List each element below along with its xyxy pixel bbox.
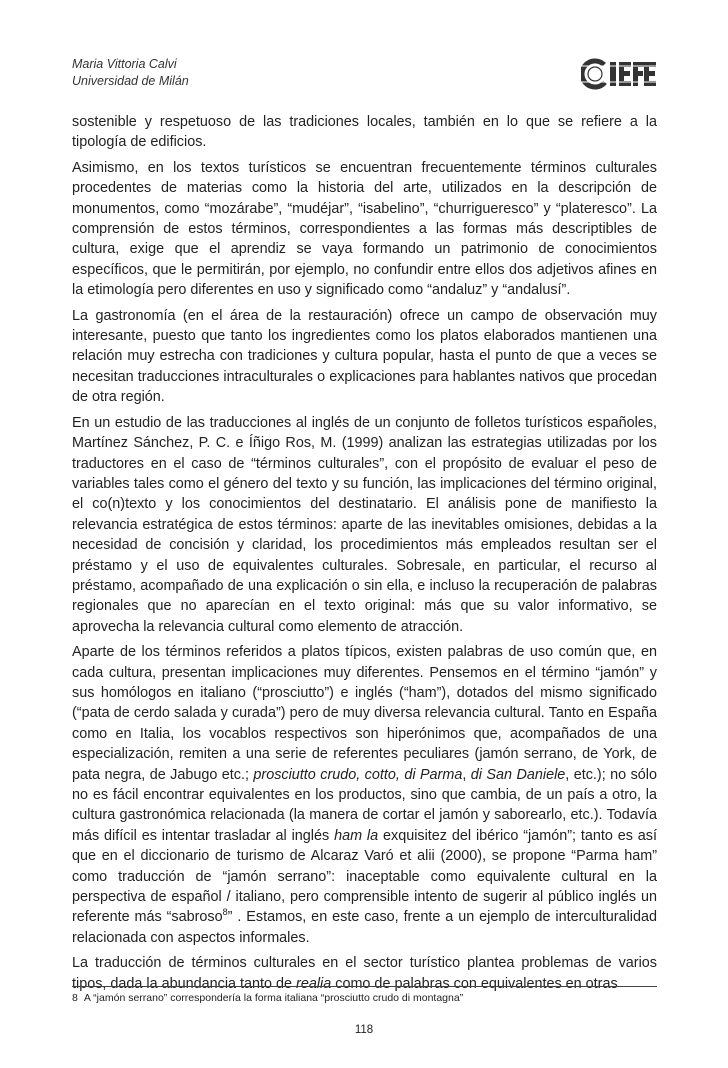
paragraph-6-part-b: como de palabras con equivalentes en otras (331, 975, 618, 992)
body-text (72, 112, 657, 999)
footnote (72, 991, 657, 1005)
paragraph-5-part-d: exquisitez del ibérico “jamón”; tanto es así que en el diccionario de turismo de Alcaraz Varó et alii (2000), se propone “Parma ham” como traducción de “jamón serrano”: inaceptable como equivalente cultural en la perspectiva de español / italiano, pero comprensible intento de sugerir al público inglés un referente más “sabroso (72, 827, 657, 926)
running-header (72, 56, 189, 90)
paragraph-2: Asimismo, en los textos turísticos se encuentran frecuentemente términos culturales procedentes de materias como la historia del arte, utilizados en la descripción de monumentos, como “mozárabe”, “mudéjar”, “isabelino”, “churrigueresco” y “plateresco”. La comprensión de estos términos, correspondientes a las formas más descriptibles de cultura, exige que el aprendiz se vaya formando un patrimonio de conocimientos específicos, que le permitirán, por ejemplo, no confundir entre ellos dos adjetivos afines en la etimología pero diferentes en uso y significado como “andaluz” y “andalusí”. (72, 159, 657, 299)
paragraph-3: La gastronomía (en el área de la restauración) ofrece un campo de observación muy interesante, puesto que tanto los ingredientes como los platos elaborados mantienen una relación muy estrecha con tradiciones y cultura popular, hasta el punto de que a veces se necesitan traducciones intraculturales o explicaciones para hablantes nativos que procedan de otra región. (72, 307, 657, 406)
paragraph-5-part-b: , (462, 766, 471, 783)
paragraph-6-part-a: La traducción de términos culturales en el sector turístico plantea problemas de varios tipos, dada la abundancia tanto de (72, 955, 657, 992)
paragraph-5-part-a: Aparte de los términos referidos a platos típicos, existen palabras de uso común que, en cada cultura, presentan implicaciones muy diferentes. Pensemos en el término “jamón” y sus homólogos en italiano (“prosciutto”) e inglés (“ham”), dotados del mismo significado (“pata de cerdo salada y curada”) pero de muy diversa relevancia cultural. Tanto en España como en Italia, los vocablos respectivos son hiperónimos que, acompañados de una especialización, remiten a una serie de referentes peculiares (jamón serrano, de York, de pata negra, de Jabugo etc.; (72, 644, 657, 783)
ciefe-logo (581, 56, 657, 92)
author-name: Maria Vittoria Calvi (72, 57, 177, 71)
paragraph-1: sostenible y respetuoso de las tradiciones locales, también en lo que se refiere a la tipología de edificios. (72, 114, 657, 151)
paragraph-5-italic-2: di San Daniele (470, 766, 566, 783)
paragraph-5-part-e: ” . Estamos, en este caso, frente a un ejemplo de interculturalidad relacionada con aspectos informales. (72, 909, 657, 946)
paragraph-5-italic-3: ham la (334, 827, 379, 844)
paragraph-5-part-c: , etc.); no sólo no es fácil encontrar equivalentes en los productos, sino que cambia, de un país a otro, la cultura gastronómica relacionada (la manera de cortar el jamón y saborearlo, etc.). Todavía más difícil es intentar trasladar al inglés (72, 766, 657, 844)
paragraph-5 (72, 642, 657, 948)
footnote-reference[interactable]: 8 (222, 907, 228, 918)
footnote-divider (72, 986, 657, 987)
paragraph-6-italic: realia (296, 975, 332, 992)
footnote-number: 8 (72, 992, 78, 1004)
author-affiliation: Universidad de Milán (72, 74, 189, 88)
page-number: 118 (354, 1024, 374, 1036)
paragraph-5-italic-1: prosciutto crudo, cotto, di Parma (253, 766, 463, 783)
footnote-text: A “jamón serrano” correspondería la forma italiana “prosciutto crudo di montagna” (83, 992, 464, 1004)
paragraph-6 (72, 953, 657, 994)
paragraph-4: En un estudio de las traducciones al inglés de un conjunto de folletos turísticos españoles, Martínez Sánchez, P. C. e Íñigo Ros, M. (1999) analizan las estrategias utilizadas por los traductores en el caso de “términos culturales”, con el propósito de evaluar el peso de variables tales como el género del texto y su función, las implicaciones del término original, el co(n)texto y los conocimientos del destinatario. El análisis pone de manifiesto la relevancia estratégica de estos términos: aparte de las inevitables omisiones, debidas a la necesidad de concisión y claridad, los procedimientos más empleados resultan ser el préstamo y el uso de equivalentes culturales. Sobresale, en particular, el recurso al préstamo, acompañado de una explicación o sin ella, e incluso la recuperación de palabras regionales que no aparecían en el texto original: más que su valor informativo, se aprovecha la relevancia cultural como elemento de atracción. (72, 414, 657, 635)
